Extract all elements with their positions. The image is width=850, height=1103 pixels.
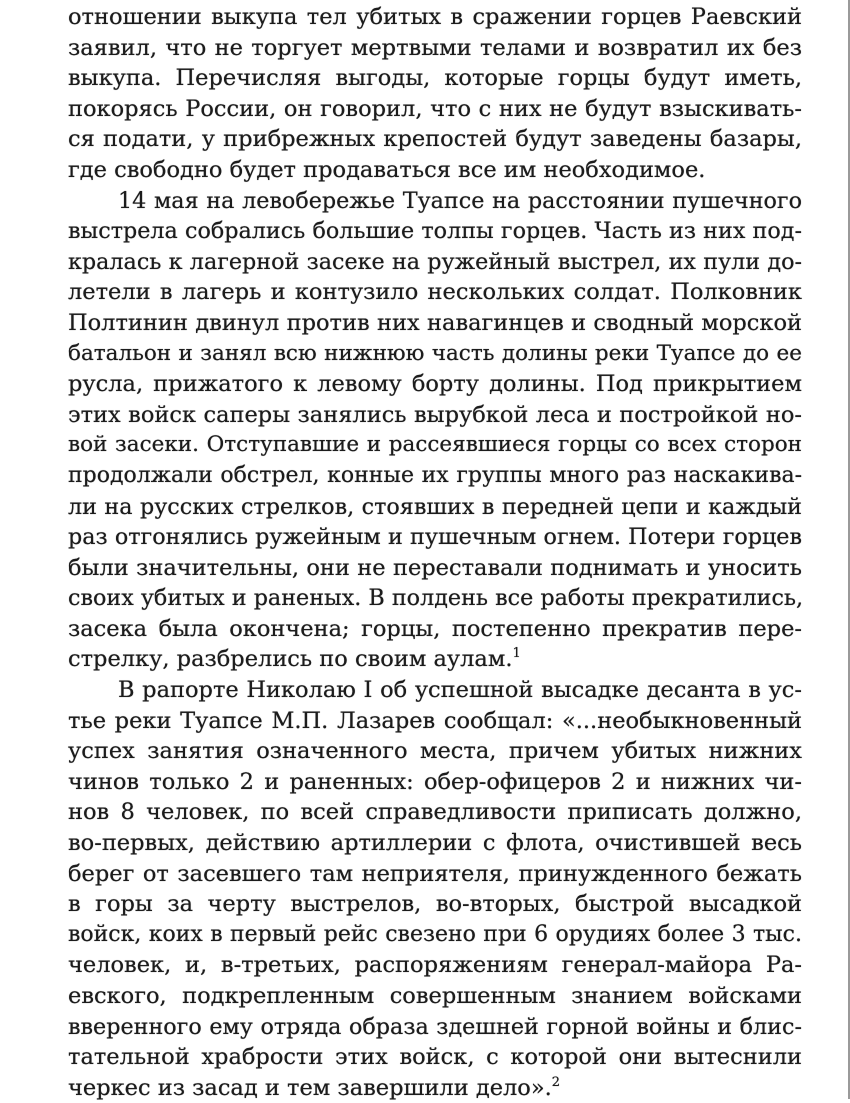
text-line xyxy=(68,216,802,247)
text-line-content: черкес из засад и тем завершили дело». xyxy=(68,1074,552,1101)
text-line xyxy=(68,33,802,64)
text-line-content: батальон и занял всю нижнюю часть долины реки Туапсе до ее xyxy=(68,340,802,366)
text-line-content: кралась к лагерной засеке на ружейный выстрел, их пули до- xyxy=(68,248,802,275)
text-line xyxy=(68,94,802,125)
text-line-content: во-первых, действию артиллерии с флота, очистившей весь xyxy=(68,830,802,857)
text-line-content: отношении выкупа тел убитых в сражении горцев Раевский xyxy=(68,4,802,30)
text-line-content: ли на русских стрелков, стоявших в передней цепи и каждый xyxy=(68,493,802,520)
text-line xyxy=(68,767,802,798)
text-line-content: человек, и, в-третьих, распоряжениям генерал-майора Ра- xyxy=(68,952,802,979)
text-line xyxy=(68,797,802,828)
text-line-content: этих войск саперы занялись вырубкой леса и постройкой но- xyxy=(68,401,802,428)
text-line xyxy=(118,186,802,217)
text-line-content: покорясь России, он говорил, что с них не будут взыскивать- xyxy=(68,95,802,122)
text-line xyxy=(68,859,802,890)
text-line-content: 14 мая на левобережье Туапсе на расстоянии пушечного xyxy=(118,187,802,214)
text-line xyxy=(68,369,802,400)
text-line-content: раз отгонялись ружейным и пушечным огнем. Потери горцев xyxy=(68,524,802,551)
text-line-content: ся подати, у прибрежных крепостей будут заведены базары, xyxy=(68,126,802,153)
text-line-content: своих убитых и раненых. В полдень все работы прекратились, xyxy=(68,585,804,612)
text-line xyxy=(68,1073,802,1103)
text-line xyxy=(68,828,802,859)
text-line xyxy=(68,2,802,33)
text-line xyxy=(68,400,802,431)
text-line xyxy=(68,430,802,461)
text-line-content: летели в лагерь и контузило нескольких солдат. Полковник xyxy=(68,279,802,306)
text-line xyxy=(68,920,802,951)
text-line-content: успех занятия означенного места, причем убитых нижних xyxy=(68,738,802,765)
text-line-content: Полтинин двинул против них навагинцев и сводный морской xyxy=(68,309,802,336)
text-line-content: выстрела собрались большие толпы горцев. Часть из них под- xyxy=(68,218,802,245)
text-line xyxy=(68,981,802,1012)
text-line-content: берег от засевшего там неприятеля, принужденного бежать xyxy=(68,860,802,887)
text-line-content: В рапорте Николаю I об успешной высадке десанта в ус- xyxy=(118,677,802,704)
text-line xyxy=(68,583,802,614)
footnote-marker: 2 xyxy=(551,1074,561,1090)
text-line-content: вверенного ему отряда образа здешней горной войны и блис- xyxy=(68,1013,802,1040)
text-line-content: тье реки Туапсе М.П. Лазарев сообщал: «...необыкновенный xyxy=(68,707,802,734)
text-line xyxy=(68,124,802,155)
text-line xyxy=(68,63,802,94)
text-line xyxy=(68,736,802,767)
text-line-content: продолжали обстрел, конные их группы много раз наскакива- xyxy=(68,462,802,488)
text-line-content: стрелку, разбрелись по своим аулам. xyxy=(68,646,513,673)
footnote-marker: 1 xyxy=(512,646,521,662)
text-line-content: выкупа. Перечисляя выгоды, которые горцы будут иметь, xyxy=(68,65,802,92)
text-line-content: заявил, что не торгует мертвыми телами и возвратил их без xyxy=(68,34,802,61)
text-line xyxy=(68,247,802,278)
text-line-content: где свободно будет продаваться все им необходимое. xyxy=(68,156,706,183)
text-line-content: были значительны, они не переставали поднимать и уносить xyxy=(68,554,802,581)
text-line xyxy=(68,553,802,584)
text-line-content: войск, коих в первый рейс свезено при 6 орудиях более 3 тыс. xyxy=(68,921,802,947)
body-text xyxy=(68,2,802,1103)
text-line-content: русла, прижатого к левому борту долины. Под прикрытием xyxy=(68,371,802,398)
text-line-content: нов 8 человек, по всей справедливости приписать должно, xyxy=(68,799,802,826)
text-line xyxy=(68,461,802,492)
text-line xyxy=(68,155,802,186)
text-line xyxy=(68,308,802,339)
text-line-content: в горы за черту выстрелов, во-вторых, быстрой высадкой xyxy=(68,891,802,918)
text-line xyxy=(68,1042,802,1073)
text-line xyxy=(68,1012,802,1043)
text-line xyxy=(68,522,802,553)
text-line xyxy=(68,492,802,523)
text-line xyxy=(68,339,802,370)
text-line xyxy=(68,277,802,308)
text-line xyxy=(68,706,802,737)
text-line xyxy=(68,644,802,675)
text-line-content: тательной храбрости этих войск, с которой они вытеснили xyxy=(68,1044,802,1071)
text-line-content: вой засеки. Отступавшие и рассеявшиеся горцы со всех сторон xyxy=(68,432,802,458)
text-line xyxy=(68,950,802,981)
text-line-content: евского, подкрепленным совершенным знанием войсками xyxy=(68,983,802,1009)
text-line-content: чинов только 2 и раненных: обер-офицеров 2 и нижних чи- xyxy=(68,768,802,795)
text-line xyxy=(68,889,802,920)
text-line xyxy=(118,675,802,706)
text-line-content: засека была окончена; горцы, постепенно прекратив пере- xyxy=(68,615,802,642)
text-line xyxy=(68,614,802,645)
